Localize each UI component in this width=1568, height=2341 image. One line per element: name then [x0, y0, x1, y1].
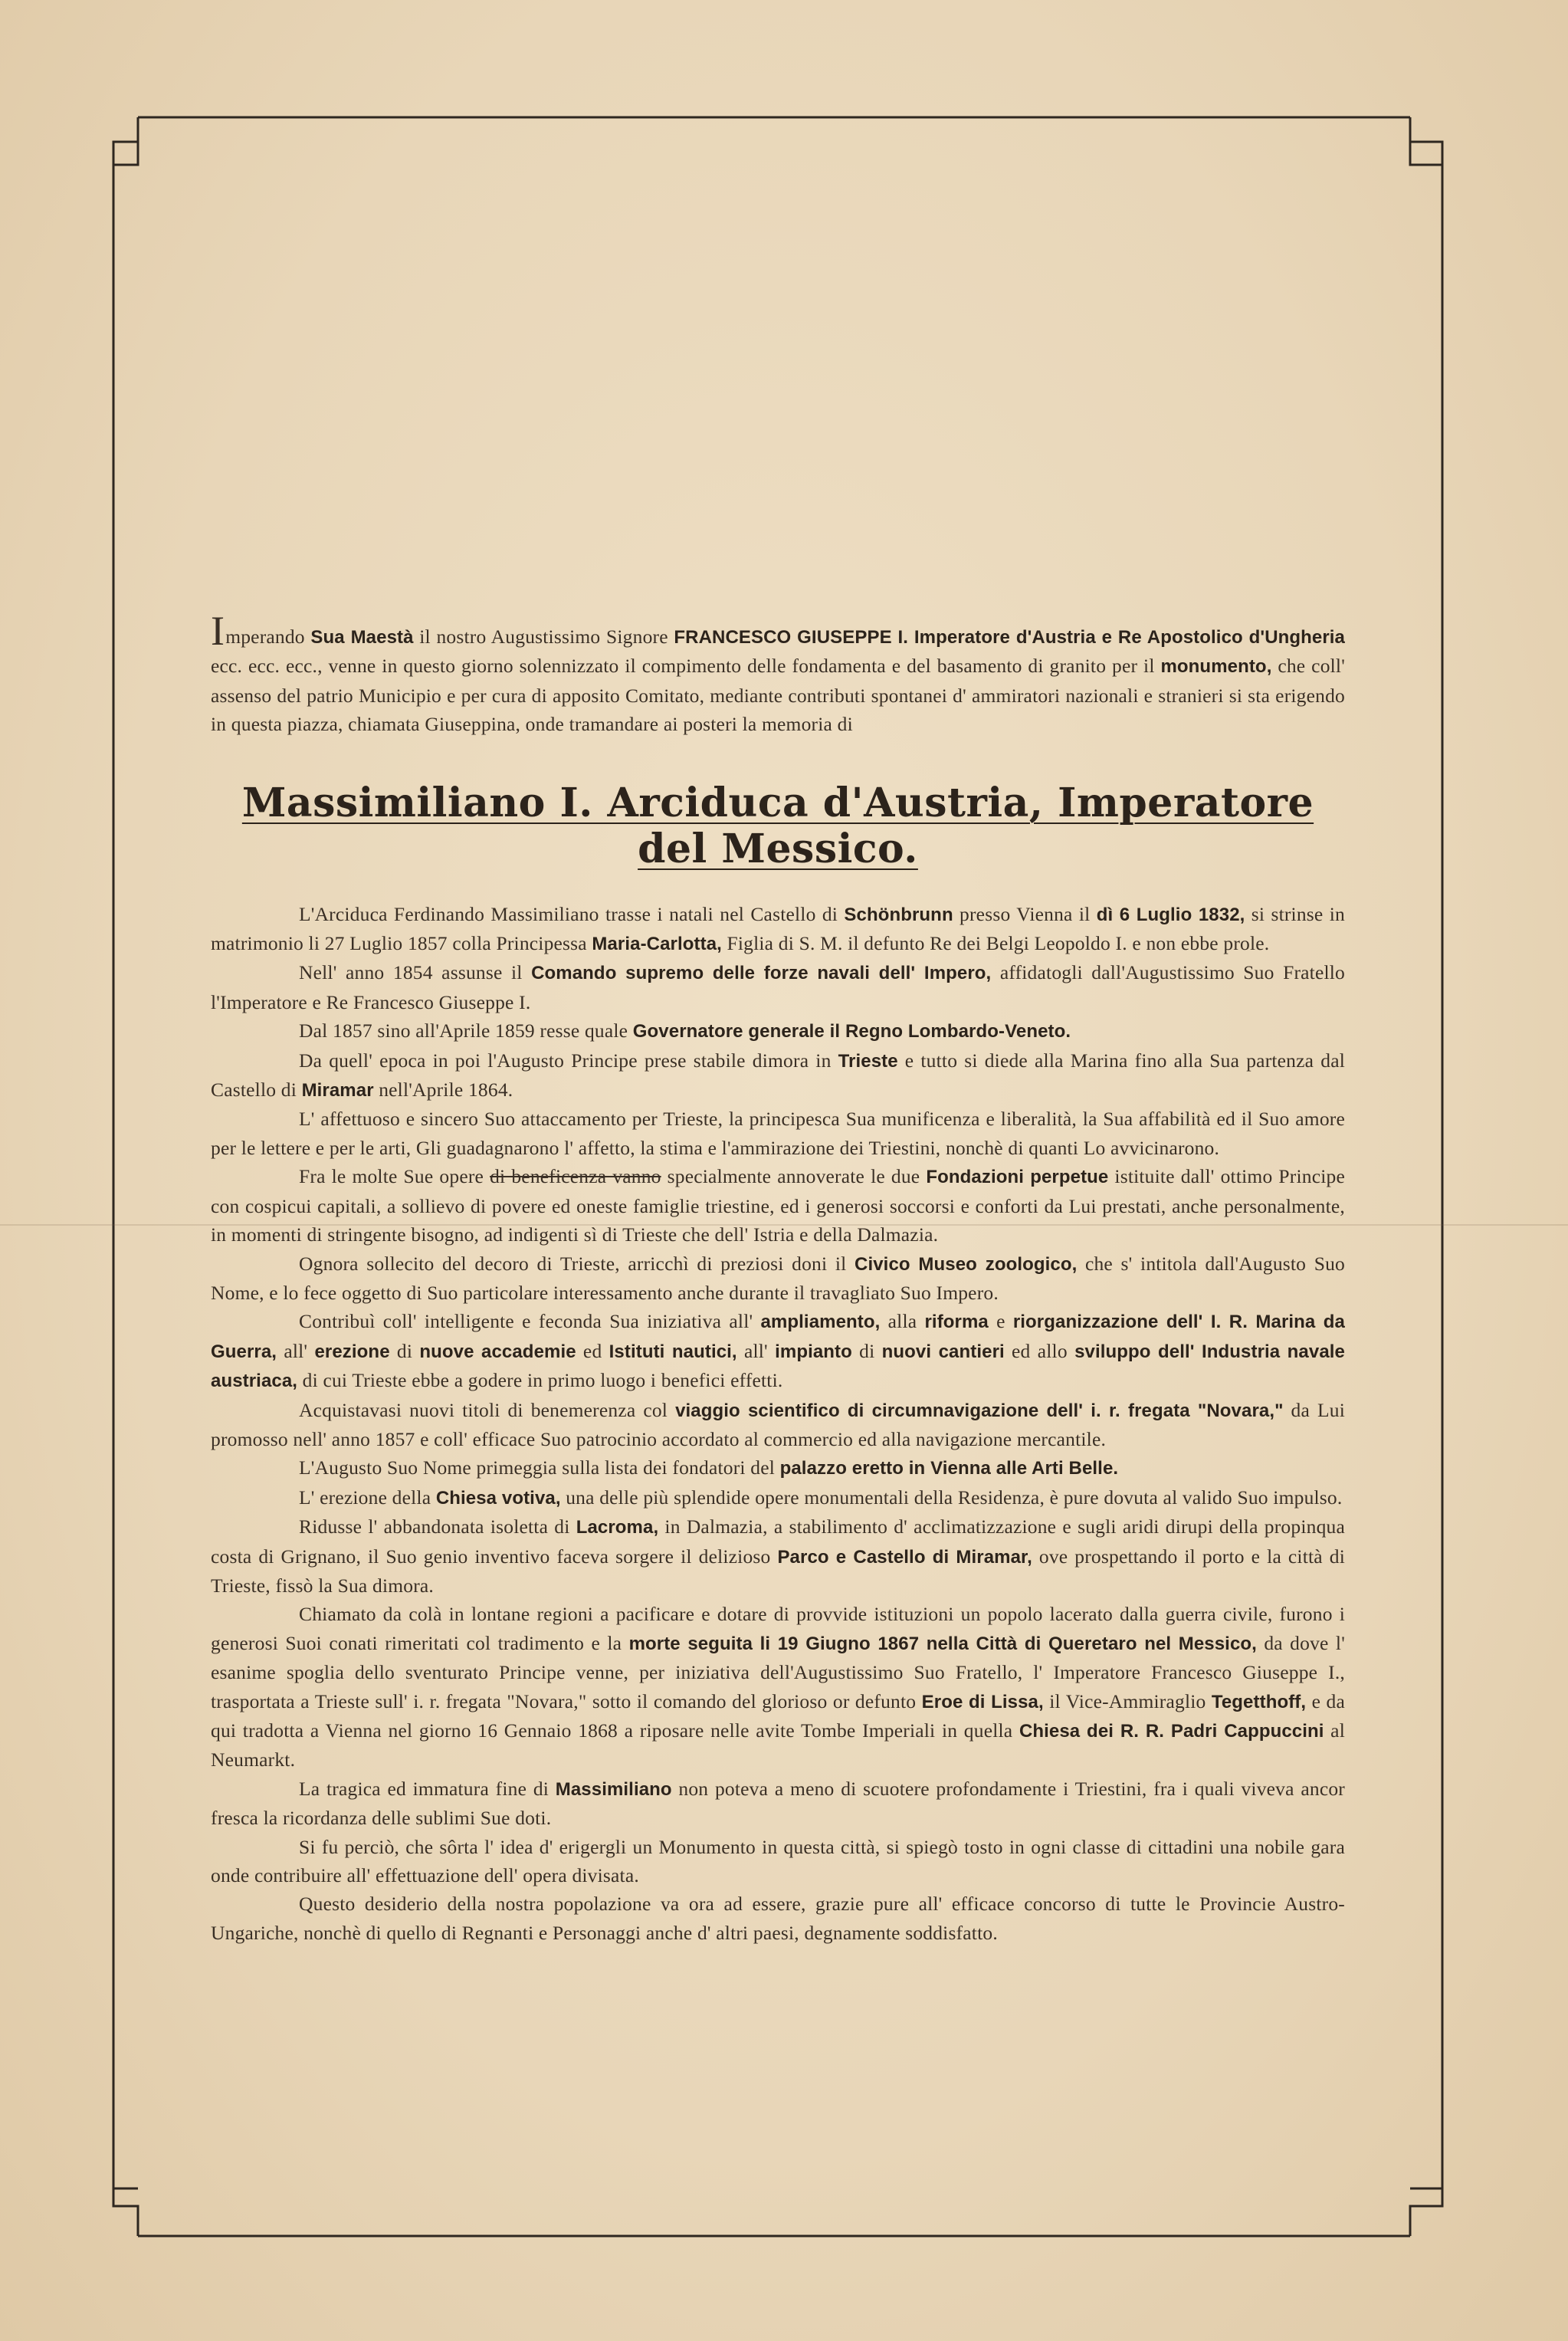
bold-text-run: Parco e Castello di Miramar, [777, 1546, 1032, 1568]
bold-text-run: ampliamento, [760, 1312, 881, 1333]
bold-text-run: Trieste [838, 1050, 898, 1072]
text-run: e [988, 1310, 1013, 1333]
text-run: si strinse in matrimonio li 27 Luglio 1857 colla Principessa [211, 902, 1345, 955]
bold-text-run: impianto [775, 1341, 852, 1362]
document-body [211, 608, 1346, 1947]
bold-text-run: erezione [314, 1341, 390, 1362]
text-run: una delle più splendide opere monumentali della Residenza, è pure dovuta al valido Suo impulso. [560, 1486, 1343, 1509]
bold-text-run: palazzo eretto in Vienna alle Arti Belle. [779, 1458, 1119, 1479]
biography-paragraphs [211, 900, 1345, 1948]
body-paragraph [211, 1600, 1345, 1774]
text-run: all' [736, 1339, 776, 1362]
bold-text-run: Governatore generale il Regno Lombardo-Veneto. [632, 1021, 1071, 1042]
text-run: presso Vienna il [953, 902, 1097, 925]
body-paragraph [211, 1483, 1345, 1512]
text-run: Contribuì coll' intelligente e feconda Sua iniziativa all' [299, 1310, 761, 1333]
text-run: al Neumarkt. [211, 1719, 1345, 1771]
body-paragraph [211, 1307, 1345, 1395]
text-run: il nostro Augustissimo Signore [413, 625, 674, 648]
text-run: e tutto si diede alla Marina fino alla Sua partenza dal Castello di [211, 1049, 1346, 1102]
text-run: specialmente annoverate le due [661, 1165, 927, 1188]
text-run: nell'Aprile 1864. [373, 1079, 513, 1102]
text-run: il Vice-Ammiraglio [1043, 1689, 1212, 1712]
body-paragraph [211, 1453, 1345, 1482]
text-run: di [851, 1339, 882, 1362]
text-run: La tragica ed immatura fine di [299, 1777, 556, 1800]
text-run: in Dalmazia, a stabilimento d' acclimatizzazione e sugli aridi dirupi della propinqua costa di Grignano, il Suo genio inventivo faceva sorgere il delizioso [211, 1515, 1345, 1568]
intro-paragraph [211, 608, 1346, 739]
body-paragraph [211, 1249, 1345, 1308]
body-paragraph [211, 1833, 1345, 1890]
text-run: L' affettuoso e sincero Suo attaccamento per Trieste, la principesca Sua munificenza e liberalità, la Sua affabilità ed il Suo amore per le lettere e per le arti, Gli guadagnarono l' affetto, la stima e l'ammirazione dei Triestini, nonchè di quanti Lo avvicinarono. [211, 1108, 1345, 1159]
body-paragraph [211, 1046, 1345, 1105]
text-run: Si fu perciò, che sôrta l' idea d' erigergli un Monumento in questa città, si spiegò tosto in ogni classe di cittadini una nobile gara onde contribuire all' effettuazione dell' opera divisata. [211, 1835, 1345, 1887]
main-heading: Massimiliano I. Arciduca d'Austria, Imperatore del Messico. [241, 779, 1314, 872]
bold-text-run: morte seguita li 19 Giugno 1867 nella Città di Queretaro nel Messico, [628, 1633, 1257, 1654]
bold-text-run: Chiesa dei R. R. Padri Cappuccini [1019, 1721, 1324, 1742]
text-run: L'Augusto Suo Nome primeggia sulla lista dei fondatori del [299, 1456, 780, 1479]
text-run: non poteva a meno di scuotere profondamente i Triestini, fra i quali viveva ancor fresca la ricordanza delle sublimi Sue doti. [211, 1777, 1345, 1830]
text-run: ove prospettando il porto e la città di Trieste, fissò la Sua dimora. [211, 1545, 1346, 1597]
text-run: Acquistavasi nuovi titoli di benemerenza col [299, 1398, 676, 1421]
body-paragraph [211, 1016, 1345, 1046]
text-run: alla [880, 1310, 925, 1333]
text-run: da Lui promosso nell' anno 1857 e coll' efficace Suo patrocinio accordato al commercio ed alla navigazione mercantile. [211, 1398, 1345, 1450]
text-run: di [389, 1339, 420, 1362]
text-run: di cui Trieste ebbe a godere in primo luogo i benefici effetti. [297, 1369, 783, 1392]
text-run: all' [277, 1339, 315, 1362]
text-run: che s' intitola dall'Augusto Suo Nome, e lo fece oggetto di Suo particolare interessamento anche durante il travagliato Suo Impero. [211, 1252, 1345, 1304]
bold-text-run: Comando supremo delle forze navali dell' Impero, [531, 963, 992, 984]
text-run: Chiamato da colà in lontane regioni a pacificare e dotare di provvide istituzioni un popolo lacerato dalla guerra civile, furono i generosi Suoi conati rimeritati col tradimento e la [211, 1603, 1345, 1654]
body-paragraph [211, 1512, 1345, 1600]
bold-text-run: Istituti nautici, [609, 1341, 737, 1362]
bold-text-run: monumento, [1160, 656, 1272, 678]
body-paragraph [211, 1105, 1345, 1162]
text-run: Fra le molte Sue opere [299, 1165, 490, 1188]
text-run: da dove l' esanime spoglia dello sventurato Principe venne, per iniziativa dell'Augustissimo Suo Fratello, l' Imperatore Francesco Giuseppe I., trasportata a Trieste sull' i. r. fregata "Novara," sotto il comando del glorioso or defunto [211, 1631, 1346, 1712]
text-run: Questo desiderio della nostra popolazione va ora ad essere, grazie pure all' efficace concorso di tutte le Provincie Austro-Ungariche, nonchè di quello di Regnanti e Personaggi anche d' altri paesi, degnamente soddisfatto. [211, 1893, 1345, 1944]
drop-cap: I [211, 608, 225, 654]
bold-text-run: nuove accademie [419, 1341, 576, 1362]
text-run: Nell' anno 1854 assunse il [299, 961, 532, 984]
text-run: L' erezione della [299, 1486, 436, 1509]
bold-text-run: riforma [924, 1312, 989, 1333]
text-run: di beneficenza vanno [490, 1165, 661, 1188]
text-run: e da qui tradotta a Vienna nel giorno 16 Gennaio 1868 a riposare nelle avite Tombe Imperiali in quella [211, 1689, 1345, 1742]
body-paragraph [211, 958, 1345, 1016]
bold-text-run: FRANCESCO GIUSEPPE I. Imperatore d'Austria e Re Apostolico d'Ungheria [674, 627, 1346, 648]
text-run: Da quell' epoca in poi l'Augusto Principe prese stabile dimora in [299, 1049, 838, 1072]
body-paragraph [211, 1890, 1345, 1947]
bold-text-run: Fondazioni perpetue [926, 1167, 1109, 1188]
body-paragraph [211, 900, 1345, 959]
bold-text-run: Miramar [301, 1080, 374, 1102]
bold-text-run: Chiesa votiva, [435, 1487, 561, 1509]
text-run: ed [576, 1339, 609, 1362]
bold-text-run: Schönbrunn [844, 904, 953, 925]
body-paragraph [211, 1162, 1345, 1249]
text-run: Figlia di S. M. il defunto Re dei Belgi Leopoldo I. e non ebbe prole. [721, 932, 1270, 955]
bold-text-run: dì 6 Luglio 1832, [1096, 904, 1245, 925]
text-run: ecc. ecc. ecc., venne in questo giorno solennizzato il compimento delle fondamenta e del basamento di granito per il [211, 655, 1161, 678]
bold-text-run: viaggio scientifico di circumnavigazione dell' i. r. fregata "Novara," [675, 1400, 1284, 1421]
bold-text-run: nuovi cantieri [881, 1341, 1005, 1362]
text-run: affidatogli dall'Augustissimo Suo Fratello l'Imperatore e Re Francesco Giuseppe I. [211, 961, 1346, 1013]
body-paragraph [211, 1775, 1345, 1833]
bold-text-run: Maria-Carlotta, [592, 934, 722, 955]
text-run: L'Arciduca Ferdinando Massimiliano trasse i natali nel Castello di [299, 902, 845, 925]
text-run: mperando [225, 625, 311, 648]
bold-text-run: Massimiliano [555, 1778, 672, 1800]
bold-text-run: sviluppo dell' Industria navale austriaca, [211, 1341, 1345, 1392]
text-run: che coll' assenso del patrio Municipio e per cura di apposito Comitato, mediante contributi spontanei d' ammiratori nazionali e stranieri si sta erigendo in questa piazza, chiamata Giuseppina, onde tramandare ai posteri la memoria di [211, 655, 1346, 736]
text-run: ed allo [1004, 1339, 1075, 1362]
bold-text-run: Lacroma, [576, 1517, 659, 1538]
bold-text-run: Tegetthoff, [1211, 1691, 1307, 1712]
bold-text-run: Civico Museo zoologico, [855, 1253, 1078, 1275]
text-run: istituite dall' ottimo Principe con cospicui capitali, a sollievo di povere ed oneste famiglie triestine, ed i generosi soccorsi e conforti da Lui prestati, anche personalmente, in momenti di stringente bisogno, ad indigenti sì di Trieste che dell' Istria e della Dalmazia. [211, 1165, 1345, 1246]
bold-text-run: Sua Maestà [310, 627, 414, 648]
text-run: Ognora sollecito del decoro di Trieste, arricchì di preziosi doni il [299, 1252, 855, 1275]
text-run: Dal 1857 sino all'Aprile 1859 resse quale [299, 1019, 633, 1042]
body-paragraph [211, 1396, 1345, 1454]
bold-text-run: Eroe di Lissa, [921, 1691, 1044, 1712]
text-run: Ridusse l' abbandonata isoletta di [299, 1515, 576, 1538]
bold-text-run: riorganizzazione dell' I. R. Marina da Guerra, [211, 1312, 1346, 1362]
